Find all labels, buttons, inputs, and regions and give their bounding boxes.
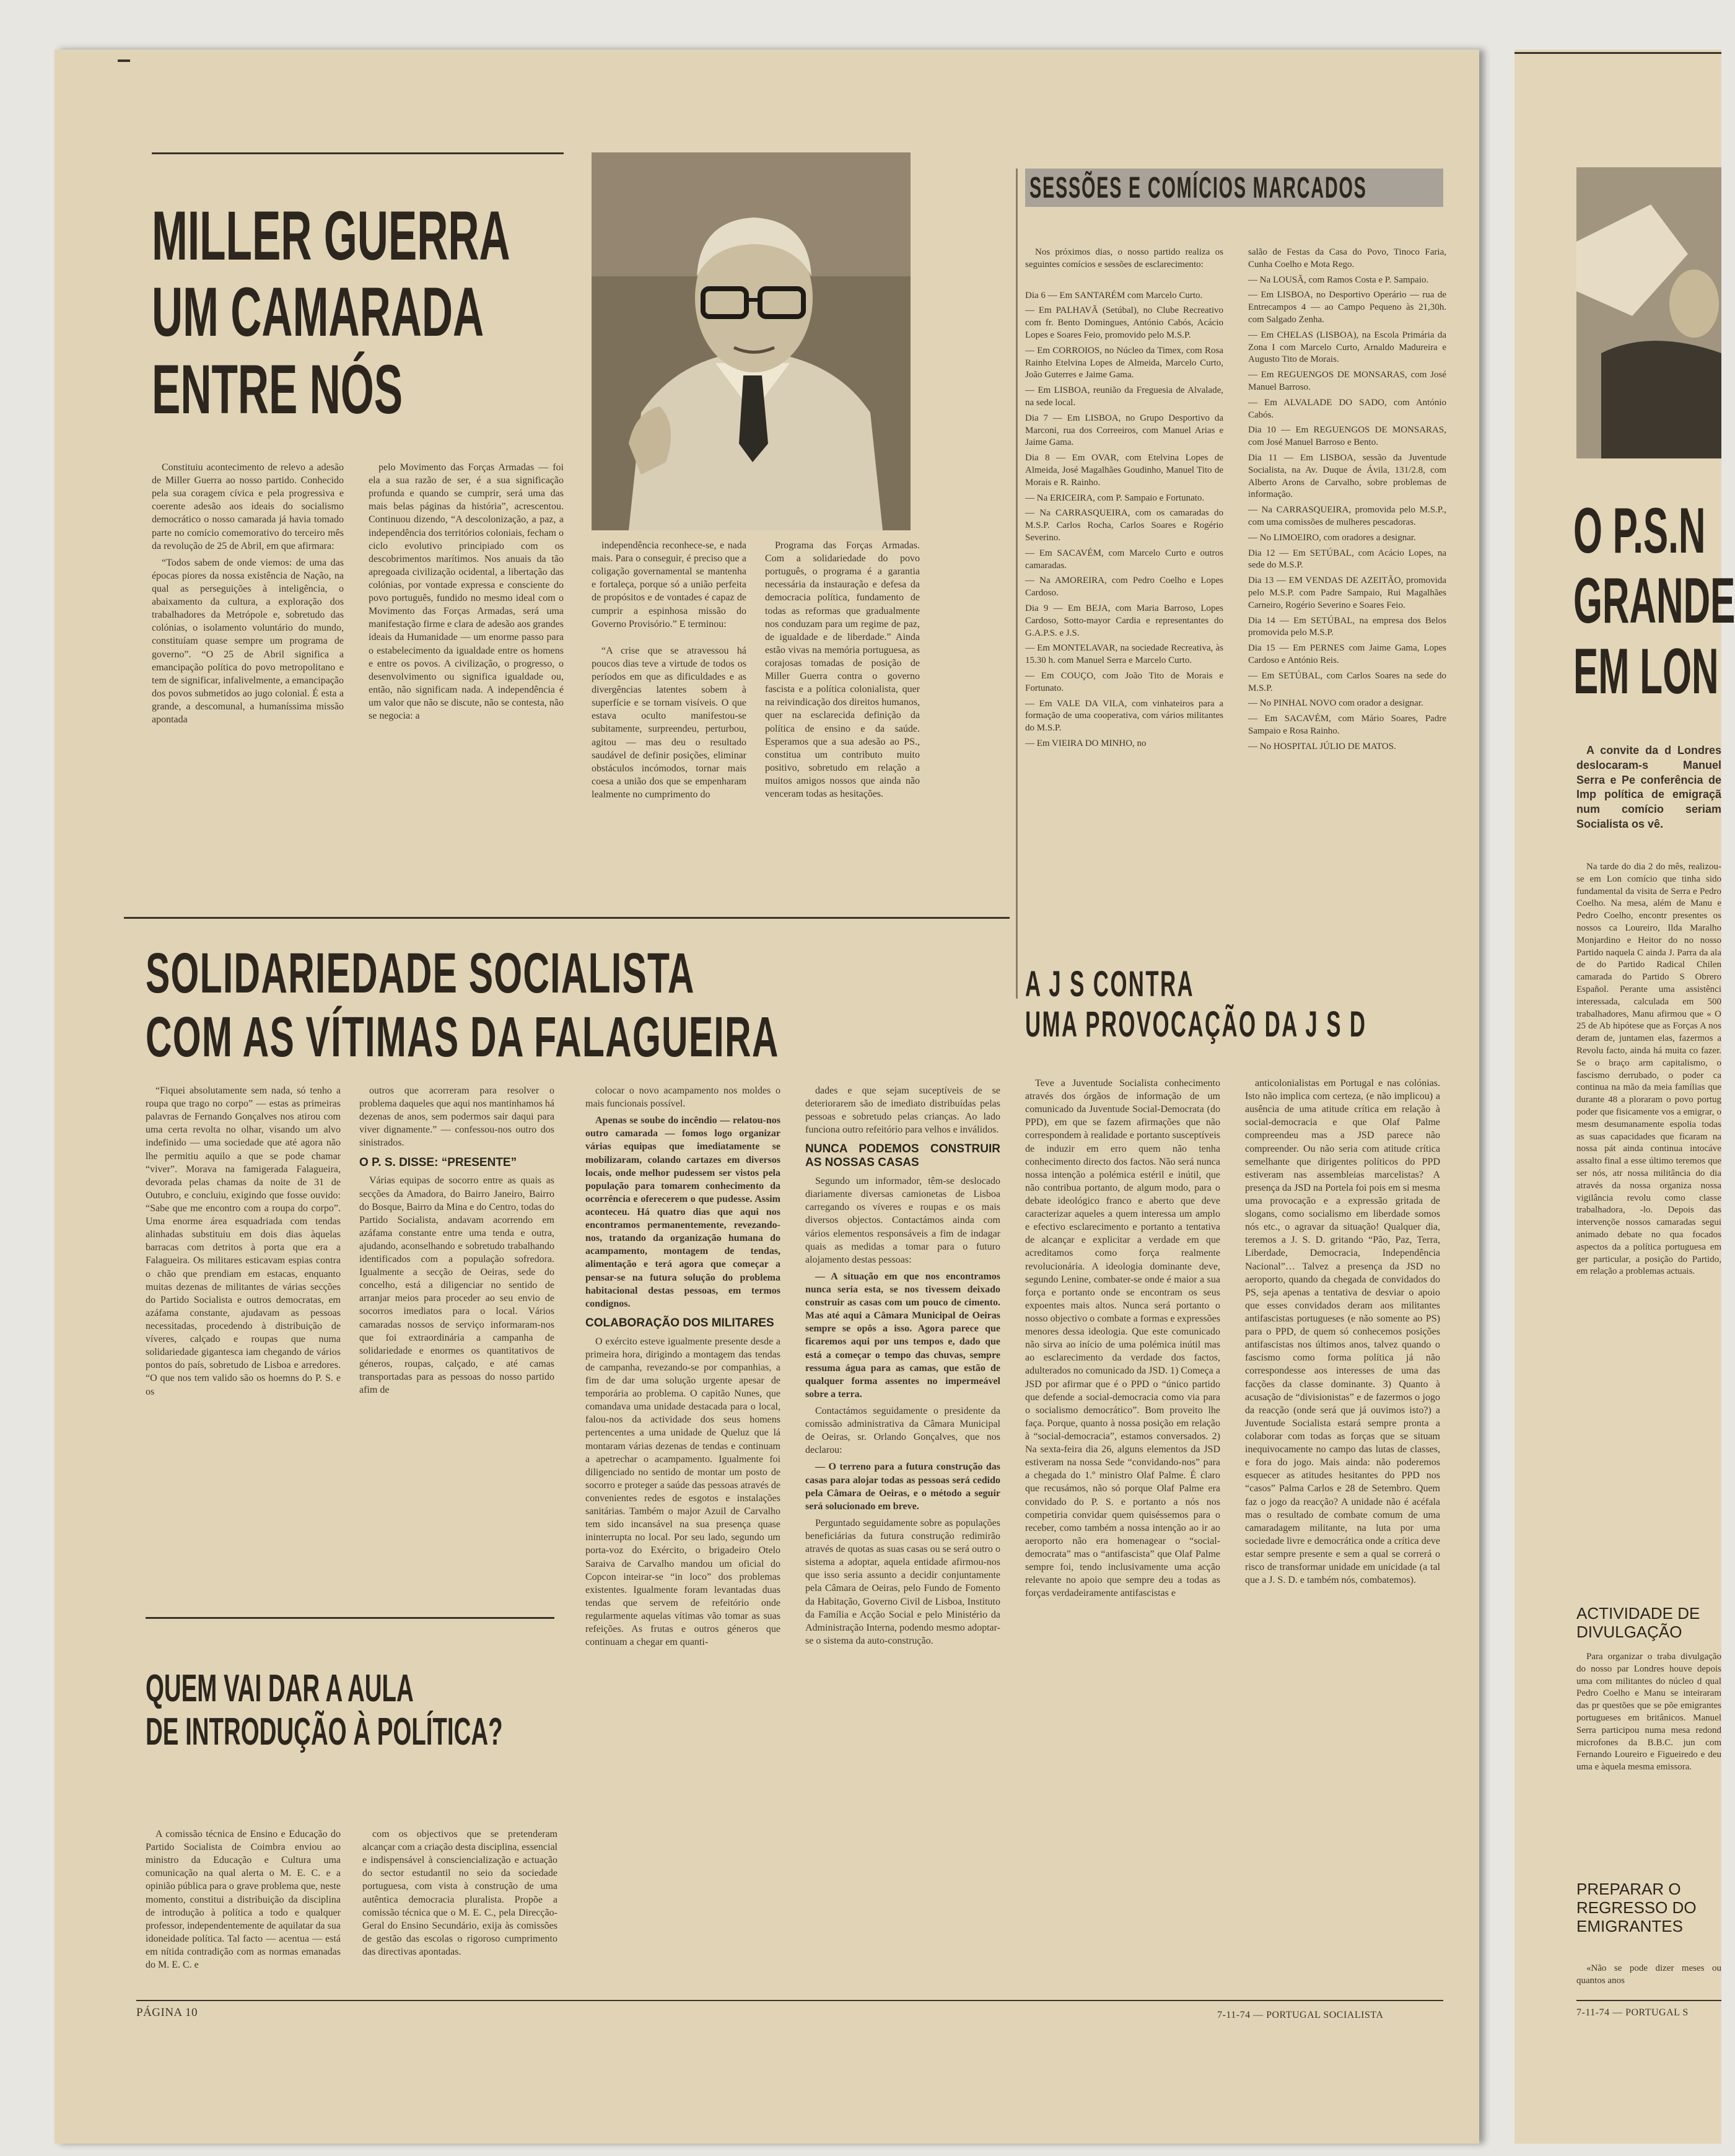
solidariedade-col-4: [805, 1084, 1000, 2014]
footer-rule: [136, 2000, 1443, 2001]
aula-col1-text: A comissão técnica de Ensino e Educação do Partido Socialista de Coimbra enviou ao ministro da Educação e Cultura uma comunicação na qual alerta o M. E. C. e a opinião pública para o grave problema que, neste momento, constitui a distribuição da disciplina de introdução à política a todo e qualquer professor, independentemente de aquilatar da sua idoneidade política. Tal facto — acentua — está em nítida contradição com as normas emanadas do M. E. C. e: [146, 1829, 341, 1971]
solidariedade-subhead-presente: O P. S. DISSE: “PRESENTE”: [359, 1155, 517, 1169]
solidariedade-col-2: [359, 1084, 554, 1673]
list-item: — Em CORROIOS, no Núcleo da Timex, com Rosa Rainho Etelvina Lopes de Almeida, Marcelo Curto, João Guterres e Jaime Gama.: [1025, 345, 1223, 380]
footer-date: 7-11-74 — PORTUGAL SOCIALISTA: [1217, 2010, 1384, 2020]
miller-col-1: [152, 461, 344, 907]
list-item: — Na CARRASQUEIRA, promovida pelo M.S.P., com uma comissões de mulheres pescadoras.: [1248, 505, 1446, 527]
solidariedade-col4a-text: dades e que sejam suceptíveis de se deteriorarem são de imediato distribuídas pelas pessoas e sobretudo pelas crianças. Ao lado funciona outro refeitório para velhos e inválidos.: [805, 1085, 1000, 1136]
miller-headline-2: UM CAMARADA: [152, 273, 484, 351]
right-body-3: [1576, 1963, 1721, 1994]
corner-mark: [118, 59, 130, 62]
right-lead-text: A convite da d Londres deslocaram-s Manuel Serra e Pe conferência de Imp política de emigraçã num comício seriam Socialista os vê.: [1576, 744, 1721, 830]
miller-col-3: [592, 539, 746, 914]
right-top-rule: [1514, 52, 1721, 54]
right-page-photo: [1576, 167, 1721, 458]
ajs-headline-2: UMA PROVOCAÇÃO DA J S D: [1025, 1004, 1367, 1045]
solidariedade-col2a-text: outros que acorreram para resolver o problema daqueles que aqui nos mantinhamos há dezenas de anos, sem podermos sair daqui para viver dignamente.” — confessou-nos outro dos sinistrados.: [359, 1085, 554, 1149]
solidariedade-subhead-casas: NUNCA PODEMOS CONSTRUIR AS NOSSAS CASAS: [805, 1142, 1000, 1170]
solidariedade-col2b-text: Várias equipas de socorro entre as quais as secções da Amadora, do Bairro Janeiro, Bairro do Bosque, Bairro da Mina e do Centro, todas do Partido Socialista, andavam acorrendo em azáfama constante entre uma tenda e outra, ajudando, aconselhando e sobretudo trabalhando identificados com a população sofredora. Igualmente a secção de Oeiras, sede do concelho, está a diligenciar no sentido de arranjar meios para proceder ao seu envio de socorros imediatos para o local. Vários camaradas nossos de serviço informaram-nos que foi extraordinária a campanha de solidariedade e enormes os quantitativos de géneros, roupas, calçado, e até camas transportadas para as pessoas do nosso partido afim de: [359, 1175, 554, 1396]
list-item: Dia 7 — Em LISBOA, no Grupo Desportivo da Marconi, rua dos Correeiros, com Manuel Arias e Jaime Gama.: [1025, 413, 1223, 448]
miller-col3-text: independência reconhece-se, e nada mais. Para o conseguir, é preciso que a coligação governamental se mantenha e fortaleça, porque só a união perfeita de propósitos e de vontades é capaz de cumprir a espinhosa missão do Governo Provisório.” E terminou:: [592, 540, 746, 629]
right-subhead-2: PREPARAR O REGRESSO DO EMIGRANTES: [1576, 1880, 1697, 1935]
list-item: — Em ALVALADE DO SADO, com António Cabós.: [1248, 397, 1446, 420]
ajs-col2-text: anticolonialistas em Portugal e nas colónias. Isto não implica com certeza, (e não implicou) a ausência de uma atitude crítica em relação à social-democracia e que Olaf Palme compreendeu mas a JSD parece não compreender. Ou não seria com atitude crítica semelhante que dirigentes políticos do PPD estiveram nas assembleias marcelistas? A presença da JSD na Portela foi pois em si mesma uma provocação e a expressão gritada de slogans, como socialismo em liberdade somos nós etc., o agravar da situação! Qualquer dia, teremos a J. S. D. gritando “Pão, Paz, Terra, Liberdade, Democracia, Independência Nacional”… Talvez a presença da JSD no aeroporto, quando da chegada de convidados do PS, seja apenas a tentativa de desviar o apoio que esses convidados deram aos militantes antifascistas portugueses (e não somente ao PS) para o PPD, de quem só conhecemos posições antifascistas nos últimos anos, talvez quando o fascismo como forma política já não correspondesse aos interesses de uma das facções da classe dominante. 3) Quanto à acusação de “divisionistas” e de fazermos o jogo da reacção (onde será que já ouvimos isto?) a Juventude Socialista estará sempre pronta a colaborar com todas as forças que se situam inequivocamente no campo das lutas de classes, e fora do jogo. Mais ainda: não poderemos esquecer as atitudes hesitantes do PPD nos “casos” Palma Carlos e 28 de Setembro. Quem faz o jogo da reacção? A unidade não é acéfala mas o resultado de combate comum de uma camaradagem militante, na luta por uma sociedade livre e democrática onde a crítica deve estar sempre presente e sem a qual se correrá o risco de transformar unidade em unicidade (a tal que a J. S. D. e também nós, combatemos).: [1245, 1078, 1440, 1586]
ajs-headline-1: A J S CONTRA: [1025, 964, 1195, 1004]
right-footer-rule: [1576, 2000, 1721, 2001]
list-item: — Em SACAVÉM, com Mário Soares, Padre Sampaio e Rosa Rainho.: [1248, 714, 1446, 736]
list-item: — No HOSPITAL JÚLIO DE MATOS.: [1248, 741, 1396, 752]
right-body2-text: Para organizar o traba divulgação do nosso par Londres houve depois uma com militantes do núcleo d qual Pedro Coelho e Manu se inteiraram das pr questões que se põe emigrantes portugueses em britânicos. Manuel Serra participou numa mesa redond microfones da B.B.C. jun com Fernando Loureiro e Figueiredo e deu uma e àquela mesma emissora.: [1576, 1652, 1721, 1773]
section-divider: [124, 917, 1010, 919]
solidariedade-headline-1: SOLIDARIEDADE SOCIALISTA: [146, 942, 695, 1005]
right-headline-2: GRANDE: [1573, 565, 1735, 637]
aula-col2-text: com os objectivos que se pretenderam alcançar com a criação desta disciplina, essencial e indispensável à consciencialização e actuação do sector estudantil no seio da sociedade portuguesa, com vista à construção de uma autêntica democracia pluralista. Propõe a comissão técnica que o M. E. C., pela Direcção-Geral do Ensino Secundário, exija às comissões de gestão das escolas o rigoroso cumprimento das directivas apontadas.: [362, 1829, 557, 1957]
solidariedade-col3-bold: Apenas se soube do incêndio — relatou-nos outro camarada — fomos logo organizar várias equipas que imediatamente se mobilizaram, colando cartazes em diversos locais, onde melhor pudessem ser vistos pela população para tomarem conhecimento da ocorrência e oferecerem o que pudesse. Assim aconteceu. Há quatro dias que aqui nos encontramos permanentemente, revezando-nos, tratando da organização humana do acampamento, montagem de tendas, alimentação e terá agora que começar a pensar-se na futura solução do problema habitacional destas pessoas, em termos condignos.: [585, 1115, 780, 1309]
top-rule: [152, 152, 564, 154]
column-rule: [1016, 169, 1018, 999]
list-item: Dia 15 — Em PERNES com Jaime Gama, Lopes Cardoso e António Reis.: [1248, 643, 1446, 665]
list-item: — Em VIEIRA DO MINHO, no: [1025, 738, 1147, 748]
miller-headline-1: MILLER GUERRA: [152, 197, 510, 274]
solidariedade-subhead-militares: COLABORAÇÃO DOS MILITARES: [585, 1316, 774, 1330]
ajs-col1-text: Teve a Juventude Socialista conhecimento através dos órgãos de informação de um comunicado da Juventude Social-Democrata (do PPD), em que se fazem afirmações que não correspondem à realidade e portanto susceptíveis de induzir em erro quem não tenha conhecimento directo dos factos. Não será nunca nossa intenção a polémica estéril e inútil, que não contribua portanto, de algum modo, para o debate ideológico franco e aberto que deve caracterizar aqueles a quem interessa um amplo e efectivo esclarecimento e portanto a tentativa de alcançar e explicitar a verdade em que acreditamos como força realmente revolucionária. A ideologia dominante deve, segundo Lenine, combater-se onde é maior a sua força e portanto onde se encontram os seus expoentes mais altos. Nunca será portanto o nosso objectivo o combate a formas e expressões menores dessa ideologia. Que este comunicado não sirva ao início de uma polémica inútil mas ao esclarecimento da verdade dos factos, adulterados no comunicado da JSD. 1) Começa a JSD por afirmar que é o PPD o “único partido que defende a social-democracia como via para o socialismo democrático”. Bom proveito lhe faça. Porque, quanto à nossa posição em relação à “social-democracia”, estamos conversados. 2) Na sexta-feira dia 26, alguns elementos da JSD estiveram na nossa Sede “convidando-nos” para a chegada do 1.º ministro Olaf Palme. É claro que recusámos, não só porque Olaf Palme era convidado do P. S. e portanto a nós nos competiria convidar quem quiséssemos para o receber, como também a nossa intenção ao ir ao aeroporto não era homenagear o “social-democrata” mas o “antifascista” que Olaf Palme sempre foi, tendo inclusivamente uma acção relevante no apoio que sempre deu a todas as forças verdadeiramente antifascistas e: [1025, 1078, 1220, 1599]
ajs-col-2: [1245, 1077, 1440, 2006]
list-item: — Em MONTELAVAR, na sociedade Recreativa, às 15.30 h. com Manuel Serra e Marcelo Curto.: [1025, 643, 1223, 666]
solidariedade-col3b-text: O exército esteve igualmente presente desde a primeira hora, dirigindo a montagem das tendas de campanha, revezando-se por companhias, a fim de dar uma solução urgente apesar de temporária ao problema. O capitão Nunes, que comandava uma unidade destacada para o local, falou-nos da actividade dos seus homens pertencentes a uma unidade de Queluz que lá montaram várias dezenas de tendas e continuam a apetrechar o acampamento. Igualmente foi diligenciado no sentido de montar um posto de socorro e proteger a saúde das pessoas através de convenientes redes de esgotos e instalações sanitárias. Também o major Azuil de Carvalho tem sido incansável na sua presença quase ininterrupta no local. Por seu lado, segundo um porta-voz do Exército, o brigadeiro Otelo Saraiva de Carvalho mandou um oficial do Copcon inteirar-se “in loco” dos problemas existentes. Igualmente foram levantadas duas tendas que servem de refeitório onde regularmente aquelas vítimas vão tomar as suas refeições. As frutas e outros géneros que continuam a chegar em quanti-: [585, 1336, 780, 1648]
list-item: Dia 10 — Em REGUENGOS DE MONSARAS, com José Manuel Barroso e Bento.: [1248, 425, 1446, 448]
solidariedade-col4b-text: Segundo um informador, têm-se deslocado diariamente diversas camionetas de Lisboa carregando os víveres e roupas e os mais diversos objectos. Contactámos ainda com vários elementos responsáveis a fim de indagar quais as medidas a tomar para o futuro alojamento destas pessoas:: [805, 1176, 1000, 1265]
aula-top-rule: [146, 1617, 554, 1619]
aula-headline-2: DE INTRODUÇÃO À POLÍTICA?: [146, 1711, 503, 1753]
right-subhead-1: ACTIVIDADE DE DIVULGAÇÃO: [1576, 1604, 1700, 1641]
solidariedade-col3a-text: colocar o novo acampamento nos moldes o mais funcionais possível.: [585, 1085, 780, 1110]
solidariedade-col4-bold1: — A situação em que nos encontramos nunca seria esta, se nos tivessem deixado construir as casas com um pouco de cimento. Mas até aqui a Câmara Municipal de Oeiras sempre se opôs a isso. Agora parece que ficaremos aqui por uns tempos e, dado que está a começar o tempo das chuvas, sempre ressuma água para as camas, que estão de qualquer forma assentes no impermeável sobre a terra.: [805, 1271, 1000, 1400]
list-item: Dia 6 — Em SANTARÉM com Marcelo Curto.: [1025, 290, 1203, 300]
solidariedade-col4d-text: Perguntado seguidamente sobre as populações beneficiárias da futura construção redimirão através de quotas as suas casas ou se será outro o sistema a adoptar, aquela entidade afirmou-nos que isso seria assunto a decidir conjuntamente pela Câmara de Oeiras, pelo Fundo de Fomento da Habitação, Governo Civil de Lisboa, Instituto da Família e Acção Social e pelo Ministério da Administração Interna, podendo mesmo adoptar-se o sistema da auto-construção.: [805, 1517, 1000, 1646]
aula-col-1: [146, 1828, 341, 2007]
miller-headline-3: ENTRE NÓS: [152, 351, 403, 428]
miller-col-2: [369, 461, 564, 907]
list-item: — Na LOUSÃ, com Ramos Costa e P. Sampaio.: [1248, 274, 1429, 285]
sessoes-col-1: [1025, 247, 1223, 987]
list-item: salão de Festas da Casa do Povo, Tinoco Faria, Cunha Coelho e Mota Rego.: [1248, 247, 1446, 270]
list-item: — Na ERICEIRA, com P. Sampaio e Fortunato.: [1025, 493, 1205, 503]
solidariedade-col-1: [146, 1084, 341, 1673]
list-item: — Na CARRASQUEIRA, com os camaradas do M.S.P. Carlos Rocha, Carlos Soares e Rogério Severino.: [1025, 508, 1223, 543]
miller-col3b-text: “A crise que se atravessou há poucos dias teve a virtude de todos os períodos em que as dificuldades e as divergências latentes sobem à superfície e se tornam visíveis. O que estava oculto manifestou-se subitamente, surpreendeu, perturbou, agitou — mas deu o resultado saudável de definir posições, eliminar obstáculos incómodos, tornar mais coesa a união dos que se empenharam lealmente no cumprimento do: [592, 645, 746, 800]
sessoes-list-2: [1248, 247, 1446, 753]
list-item: — Em SACAVÉM, com Marcelo Curto e outros camaradas.: [1025, 548, 1223, 571]
right-headline-1: O P.S.N: [1573, 495, 1706, 567]
list-item: Dia 8 — Em OVAR, com Etelvina Lopes de Almeida, José Magalhães Goudinho, Manuel Tito de Morais e R. Rainho.: [1025, 453, 1223, 488]
sessoes-list-1: [1025, 290, 1223, 750]
miller-quote: “Todos sabem de onde viemos: de uma das épocas piores da nossa existência de Nação, na qual as perseguições à inteligência, o abaixamento da cultura, a exploração dos trabalhadores da Metrópole e, sobretudo das colónias, o isolamento voluntário do mundo, constituíam quase sempre um programa de governo”. “O 25 de Abril significa a emancipação política do povo metropolitano e tem de significar, infalivelmente, a emancipação dos povos submetidos ao jugo colonial. É esta a grande, a descomunal, a humaníssima missão apontada: [152, 557, 344, 725]
sessoes-intro: Nos próximos dias, o nosso partido realiza os seguintes comícios e sessões de esclarecimento:: [1025, 247, 1223, 270]
right-body-1: [1576, 861, 1721, 1277]
solidariedade-col4-bold2: — O terreno para a futura construção das casas para alojar todas as pessoas será cedido pela Câmara de Oeiras, e o método a seguir será solucionado em breve.: [805, 1461, 1000, 1512]
right-body1-text: Na tarde do dia 2 do mês, realizou-se em Lon comício que tinha sido fundamental da visita de Serra e Pedro Coelho. Na mesa, além de Manu e Pedro Coelho, encontr presentes os nossos ca Loureiro, Ilda Maralho Monjardino e Heitor do no nosso Partido naquela C ainda J. Parra da ala de do Partido Radical Chilen camarada do Partido S Obrero Español. Perante uma assistênci interessada, calculada em 500 trabalhadores, Manu afirmou que « O 25 de Ab hipótese que as Forças A nos deram de, juntamen elas, fazermos a Revolu facto, ainda há muita co fazer. Se o braço arm capitalismo, o fascismo derrubado, o poder ca continua na mão da meia famílias que durante 48 a ploraram o povo portug poder que fisicamente vos a emigrar, o mesm desumanamente espolia todas as suas capacidades que ficaram na nossa pát ainda continua intocáve assalto final a esse último teremos que ser nós, atr nossa militância do dia através da nossa organiza nossa vigilância revolu como classe trabalhadora, -lo. Depois das intervençõe nossos camaradas segui animado debate no qua focados aspectos da a política portuguesa em ger particular, a posição do Partido, em relação a problemas actuais.: [1576, 862, 1721, 1277]
miller-guerra-photo: [592, 152, 911, 530]
aula-headline-1: QUEM VAI DAR A AULA: [146, 1667, 414, 1710]
list-item: — Em LISBOA, reunião da Freguesia de Alvalade, na sede local.: [1025, 385, 1223, 408]
list-item: — Em COUÇO, com João Tito de Morais e Fortunato.: [1025, 670, 1223, 693]
list-item: Dia 14 — Em SETÚBAL, na empresa dos Belos promovida pelo M.S.P.: [1248, 615, 1446, 638]
list-item: Dia 11 — Em LISBOA, sessão da Juventude Socialista, na Av. Duque de Ávila, 131/2.8, com Alberto Arons de Carvalho, sobre problemas de informação.: [1248, 452, 1446, 500]
list-item: — Em LISBOA, no Desportivo Operário — rua de Entrecampos 4 — ao Campo Pequeno às 21,30h. com Salgado Zenha.: [1248, 290, 1446, 325]
list-item: — Em SETÚBAL, com Carlos Soares na sede do M.S.P.: [1248, 670, 1446, 693]
right-photo-drawing: [1576, 167, 1721, 458]
list-item: Dia 9 — Em BEJA, com Maria Barroso, Lopes Cardoso, Sotto-mayor Cardia e representantes do G.A.P.S. e J.S.: [1025, 603, 1223, 638]
list-item: — Em CHELAS (LISBOA), na Escola Primária da Zona I com Marcelo Curto, Arnaldo Madureira e Augusto Tito de Morais.: [1248, 330, 1446, 365]
list-item: — No LIMOEIRO, com oradores a designar.: [1248, 532, 1416, 543]
sessoes-col-2: [1248, 247, 1446, 987]
miller-col4-text: Programa das Forças Armadas. Com a solidariedade do povo português, o programa é a garantia necessária da instauração e defesa da democracia política, fundamento de todas as reformas que gradualmente nos conduzam para um regime de paz, de igualdade e de liberdade.” Ainda estão vivas na memória portuguesa, as corajosas tomadas de posição de Miller Guerra contra o governo fascista e a política colonialista, quer na reivindicação dos direitos humanos, quer na esclarecida definição da política de ensino e da saúde. Esperamos que a sua adesão ao PS., constitua um contributo muito positivo, sobretudo em relação a muitos amigos nossos que ainda não venceram todas as hesitações.: [765, 540, 920, 800]
miller-col2-text: pelo Movimento das Forças Armadas — foi ela a sua razão de ser, é a sua significação profunda e quando se cumprir, será uma das mais belas páginas da história”, acrescentou. Continuou dizendo, “A descolonização, a paz, a independência dos territórios coloniais, fecham o ciclo evolutivo principiado com os descobrimentos marítimos. Nos anuais da tão apregoada civilização ocidental, a libertação das colónias, por vontade expressa e consciente do povo português, fundido no mesmo ideal com o Movimento das Forças Armadas, será uma manifestação firme e clara de adesão aos grandes ideais da Humanidade — um enorme passo para o estabelecimento da igualdade entre os homens e entre os povos. A civilização, o progresso, o desenvolvimento ou significa igualdade ou, então, não significam nada. A independência é um valor que não se discute, não se contesta, não se negocia: a: [369, 462, 564, 722]
list-item: — Em PALHAVÃ (Setúbal), no Clube Recreativo com fr. Bento Domingues, António Cabós, Acácio Lopes e Soares Feio, promovido pelo M.S.P.: [1025, 305, 1223, 340]
miller-col-4: [765, 539, 920, 914]
right-footer: 7-11-74 — PORTUGAL S: [1576, 2007, 1689, 2018]
solidariedade-col1-text: “Fiquei absolutamente sem nada, só tenho a roupa que trago no corpo” — estas as primeiras palavras de Fernando Gonçalves nos atirou com uma certa revolta no olhar, visando um alvo indefinido — uma sociedade que até agora não lhe permitiu aquilo a que se pode chamar “viver”. Morava na famigerada Falagueira, devorada pelas chamas da noite de 31 de Outubro, e concluiu, exigindo que fosse ouvido: “Sabe que me encontro com a roupa do corpo”. Uma enorme área esquadriada com tendas alinhadas substituiu em dois dias àquelas barracas com detritos à porta que era a Falagueira. Os militares esticavam espias contra o chão que prendiam em estacas, enquanto muitas dezenas de militantes de várias secções do Partido Socialista e outros democratas, em azáfama constante, ajudavam as pessoas necessitadas, procedendo à distribuição de víveres, calçado e roupas que numa solidariedade gigantesca iam chegando de vários pontos do país, sobretudo de Lisboa e arredores. “O que nos tem valido são os hoemns do P. S. e os: [146, 1085, 341, 1397]
aula-col-2: [362, 1828, 557, 2007]
list-item: — Na AMOREIRA, com Pedro Coelho e Lopes Cardoso.: [1025, 576, 1223, 598]
ajs-col-1: [1025, 1077, 1220, 2006]
portrait-drawing: [592, 152, 911, 530]
miller-intro: Constituiu acontecimento de relevo a adesão de Miller Guerra ao nosso partido. Conhecido pela sua coragem cívica e pela progressiva e coerente adesão aos ideais do socialismo democrático o nosso camarada já havia tomado parte no comício comemorativo do terceiro mês da revolução de 25 de Abril, em que afirmara:: [152, 462, 344, 551]
right-body-2: [1576, 1651, 1721, 1862]
list-item: — No PINHAL NOVO com orador a designar.: [1248, 698, 1423, 709]
list-item: — Em REGUENGOS DE MONSARAS, com José Manuel Barroso.: [1248, 370, 1446, 392]
sessoes-title: SESSÕES E COMÍCIOS MARCADOS: [1029, 172, 1367, 204]
page-number: PÁGINA 10: [136, 2006, 198, 2019]
list-item: — Em VALE DA VILA, com vinhateiros para a formação de uma cooperativa, com vários militantes do M.S.P.: [1025, 698, 1223, 734]
right-headline-3: EM LON: [1573, 636, 1719, 708]
solidariedade-col-3: [585, 1084, 780, 2014]
solidariedade-col4c-text: Contactámos seguidamente o presidente da comissão administrativa da Câmara Municipal de Oeiras, sr. Orlando Gonçalves, que nos declarou:: [805, 1405, 1000, 1456]
right-lead: [1576, 743, 1721, 858]
list-item: Dia 12 — Em SETÚBAL, com Acácio Lopes, na sede do M.S.P.: [1248, 548, 1446, 571]
list-item: Dia 13 — EM VENDAS DE AZEITÃO, promovida pelo M.S.P. com Padre Sampaio, Rui Magalhães Carneiro, Rogério Severino e Soares Feio.: [1248, 576, 1446, 610]
right-body3-text: «Não se pode dizer meses ou quantos anos: [1576, 1963, 1721, 1986]
solidariedade-headline-2: COM AS VÍTIMAS DA FALAGUEIRA: [146, 1006, 779, 1069]
